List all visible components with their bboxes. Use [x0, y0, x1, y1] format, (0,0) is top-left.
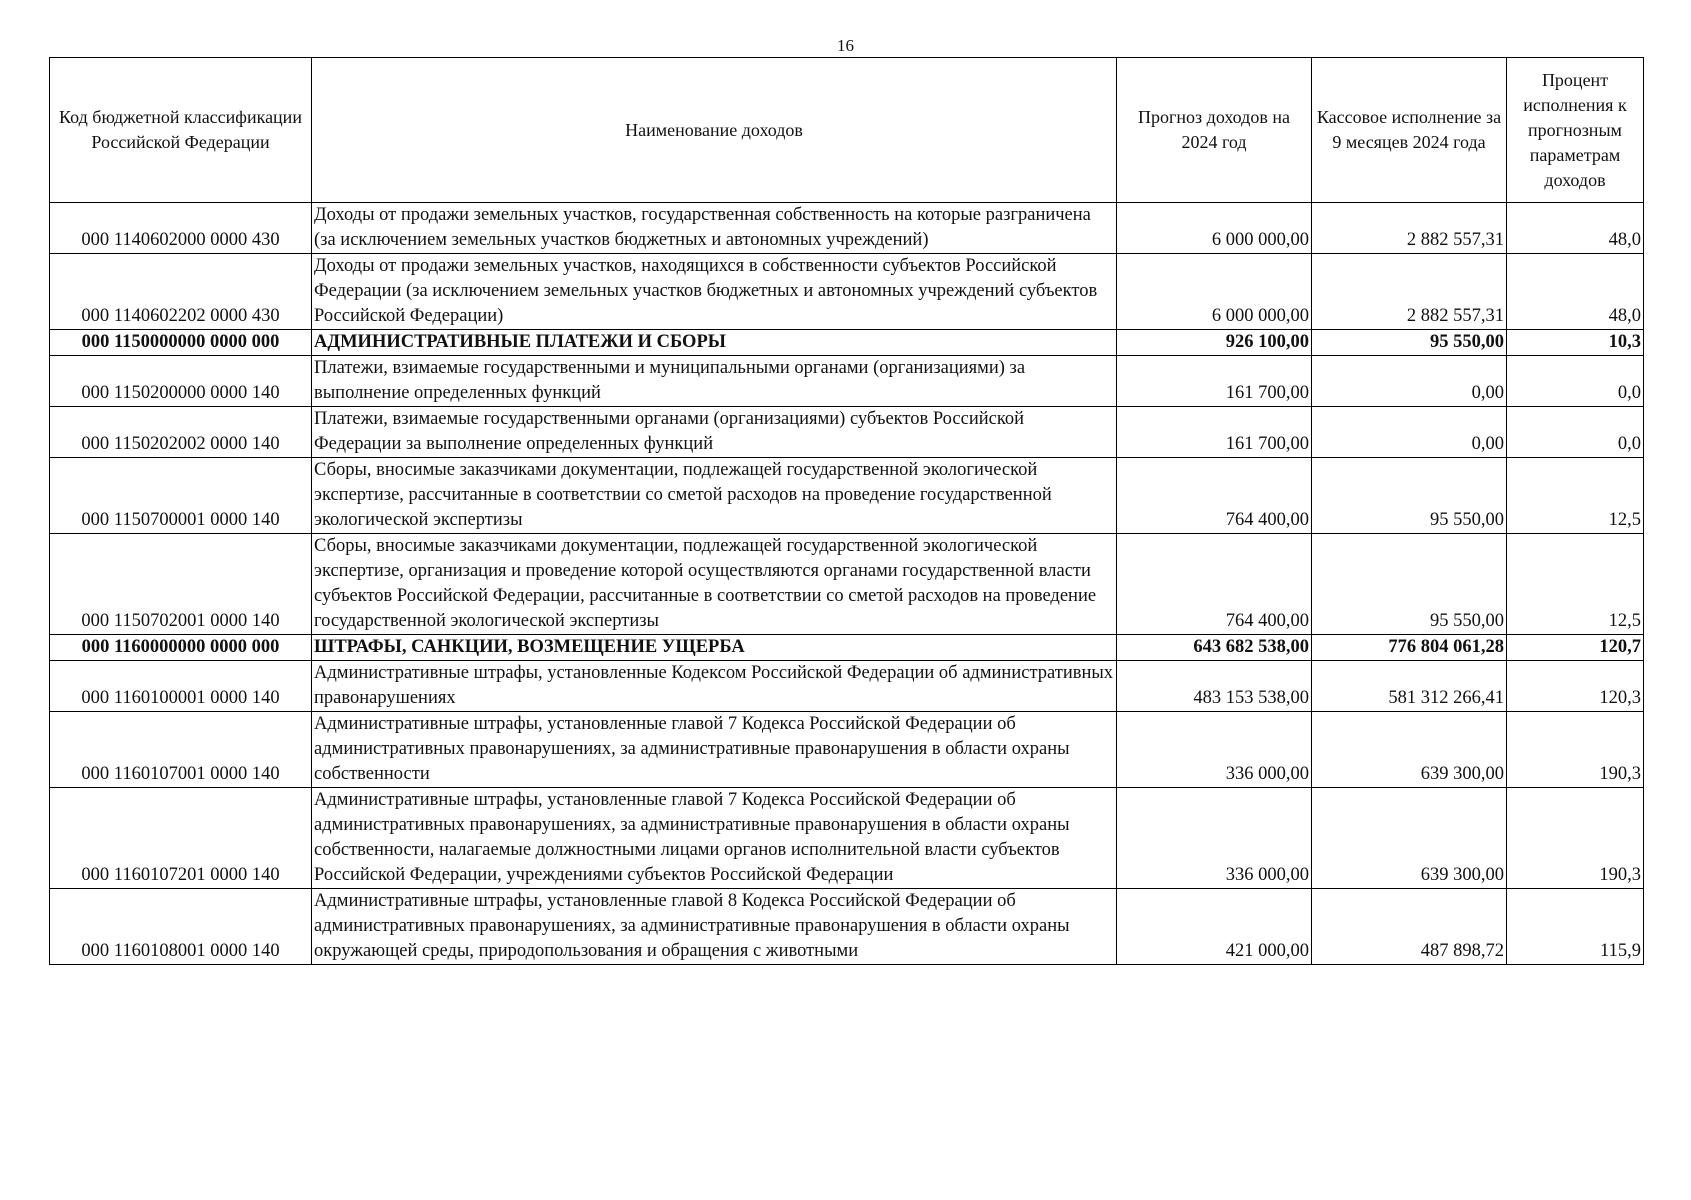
- name-cell: Сборы, вносимые заказчиками документации, подлежащей государственной экологической экспертизе, организация и проведение которой осуществляются органами государственной власти субъектов Российской Федерации, рассчитанные в соответствии со сметой расходов на проведение государственной экологической экспертизы: [312, 534, 1117, 635]
- code-cell: 000 1160107201 0000 140: [50, 788, 312, 889]
- code-cell: 000 1160000000 0000 000: [50, 635, 312, 661]
- table-section-row: [50, 330, 1644, 356]
- forecast-cell: 336 000,00: [1117, 712, 1312, 788]
- table-row: [50, 661, 1644, 712]
- table-body: [50, 203, 1644, 965]
- actual-cell: 2 882 557,31: [1312, 203, 1507, 254]
- forecast-cell: 336 000,00: [1117, 788, 1312, 889]
- actual-cell: 95 550,00: [1312, 330, 1507, 356]
- name-cell: АДМИНИСТРАТИВНЫЕ ПЛАТЕЖИ И СБОРЫ: [312, 330, 1117, 356]
- forecast-cell: 926 100,00: [1117, 330, 1312, 356]
- code-cell: 000 1160108001 0000 140: [50, 889, 312, 965]
- actual-cell: 0,00: [1312, 356, 1507, 407]
- code-cell: 000 1140602202 0000 430: [50, 254, 312, 330]
- percent-cell: 120,7: [1507, 635, 1644, 661]
- revenue-table: [49, 57, 1644, 965]
- forecast-cell: 643 682 538,00: [1117, 635, 1312, 661]
- actual-cell: 639 300,00: [1312, 788, 1507, 889]
- forecast-cell: 6 000 000,00: [1117, 254, 1312, 330]
- name-cell: Доходы от продажи земельных участков, государственная собственность на которые разграничена (за исключением земельных участков бюджетных и автономных учреждений): [312, 203, 1117, 254]
- table-row: [50, 889, 1644, 965]
- forecast-cell: 764 400,00: [1117, 534, 1312, 635]
- table-section-row: [50, 635, 1644, 661]
- header-forecast: Прогноз доходов на 2024 год: [1117, 58, 1312, 203]
- name-cell: Административные штрафы, установленные главой 7 Кодекса Российской Федерации об административных правонарушениях, за административные правонарушения в области охраны собственности: [312, 712, 1117, 788]
- table-row: [50, 254, 1644, 330]
- percent-cell: 120,3: [1507, 661, 1644, 712]
- table-row: [50, 356, 1644, 407]
- name-cell: Платежи, взимаемые государственными и муниципальными органами (организациями) за выполнение определенных функций: [312, 356, 1117, 407]
- name-cell: ШТРАФЫ, САНКЦИИ, ВОЗМЕЩЕНИЕ УЩЕРБА: [312, 635, 1117, 661]
- code-cell: 000 1150200000 0000 140: [50, 356, 312, 407]
- percent-cell: 0,0: [1507, 407, 1644, 458]
- percent-cell: 115,9: [1507, 889, 1644, 965]
- code-cell: 000 1160100001 0000 140: [50, 661, 312, 712]
- forecast-cell: 483 153 538,00: [1117, 661, 1312, 712]
- table-header-row: [50, 58, 1644, 203]
- forecast-cell: 421 000,00: [1117, 889, 1312, 965]
- actual-cell: 639 300,00: [1312, 712, 1507, 788]
- table-row: [50, 712, 1644, 788]
- forecast-cell: 161 700,00: [1117, 356, 1312, 407]
- percent-cell: 190,3: [1507, 788, 1644, 889]
- name-cell: Административные штрафы, установленные главой 7 Кодекса Российской Федерации об административных правонарушениях, за административные правонарушения в области охраны собственности, налагаемые должностными лицами органов исполнительной власти субъектов Российской Федерации, учреждениями субъектов Российской Федерации: [312, 788, 1117, 889]
- actual-cell: 95 550,00: [1312, 458, 1507, 534]
- page-number: 16: [837, 36, 854, 55]
- name-cell: Административные штрафы, установленные главой 8 Кодекса Российской Федерации об административных правонарушениях, за административные правонарушения в области охраны окружающей среды, природопользования и обращения с животными: [312, 889, 1117, 965]
- percent-cell: 10,3: [1507, 330, 1644, 356]
- table-row: [50, 458, 1644, 534]
- forecast-cell: 764 400,00: [1117, 458, 1312, 534]
- table-row: [50, 203, 1644, 254]
- percent-cell: 12,5: [1507, 534, 1644, 635]
- percent-cell: 12,5: [1507, 458, 1644, 534]
- table-row: [50, 407, 1644, 458]
- forecast-cell: 6 000 000,00: [1117, 203, 1312, 254]
- code-cell: 000 1140602000 0000 430: [50, 203, 312, 254]
- header-percent: Процент исполнения к прогнозным параметрам доходов: [1507, 58, 1644, 203]
- actual-cell: 0,00: [1312, 407, 1507, 458]
- actual-cell: 2 882 557,31: [1312, 254, 1507, 330]
- table-row: [50, 534, 1644, 635]
- actual-cell: 776 804 061,28: [1312, 635, 1507, 661]
- code-cell: 000 1160107001 0000 140: [50, 712, 312, 788]
- name-cell: Платежи, взимаемые государственными органами (организациями) субъектов Российской Федерации за выполнение определенных функций: [312, 407, 1117, 458]
- code-cell: 000 1150700001 0000 140: [50, 458, 312, 534]
- header-actual: Кассовое исполнение за 9 месяцев 2024 года: [1312, 58, 1507, 203]
- header-name: Наименование доходов: [312, 58, 1117, 203]
- percent-cell: 48,0: [1507, 254, 1644, 330]
- actual-cell: 95 550,00: [1312, 534, 1507, 635]
- name-cell: Административные штрафы, установленные Кодексом Российской Федерации об административных правонарушениях: [312, 661, 1117, 712]
- percent-cell: 0,0: [1507, 356, 1644, 407]
- percent-cell: 190,3: [1507, 712, 1644, 788]
- actual-cell: 487 898,72: [1312, 889, 1507, 965]
- forecast-cell: 161 700,00: [1117, 407, 1312, 458]
- actual-cell: 581 312 266,41: [1312, 661, 1507, 712]
- table-row: [50, 788, 1644, 889]
- code-cell: 000 1150000000 0000 000: [50, 330, 312, 356]
- code-cell: 000 1150202002 0000 140: [50, 407, 312, 458]
- name-cell: Сборы, вносимые заказчиками документации, подлежащей государственной экологической экспертизе, рассчитанные в соответствии со сметой расходов на проведение государственной экологической экспертизы: [312, 458, 1117, 534]
- name-cell: Доходы от продажи земельных участков, находящихся в собственности субъектов Российской Федерации (за исключением земельных участков бюджетных и автономных учреждений субъектов Российской Федерации): [312, 254, 1117, 330]
- header-code: Код бюджетной классификации Российской Федерации: [50, 58, 312, 203]
- percent-cell: 48,0: [1507, 203, 1644, 254]
- code-cell: 000 1150702001 0000 140: [50, 534, 312, 635]
